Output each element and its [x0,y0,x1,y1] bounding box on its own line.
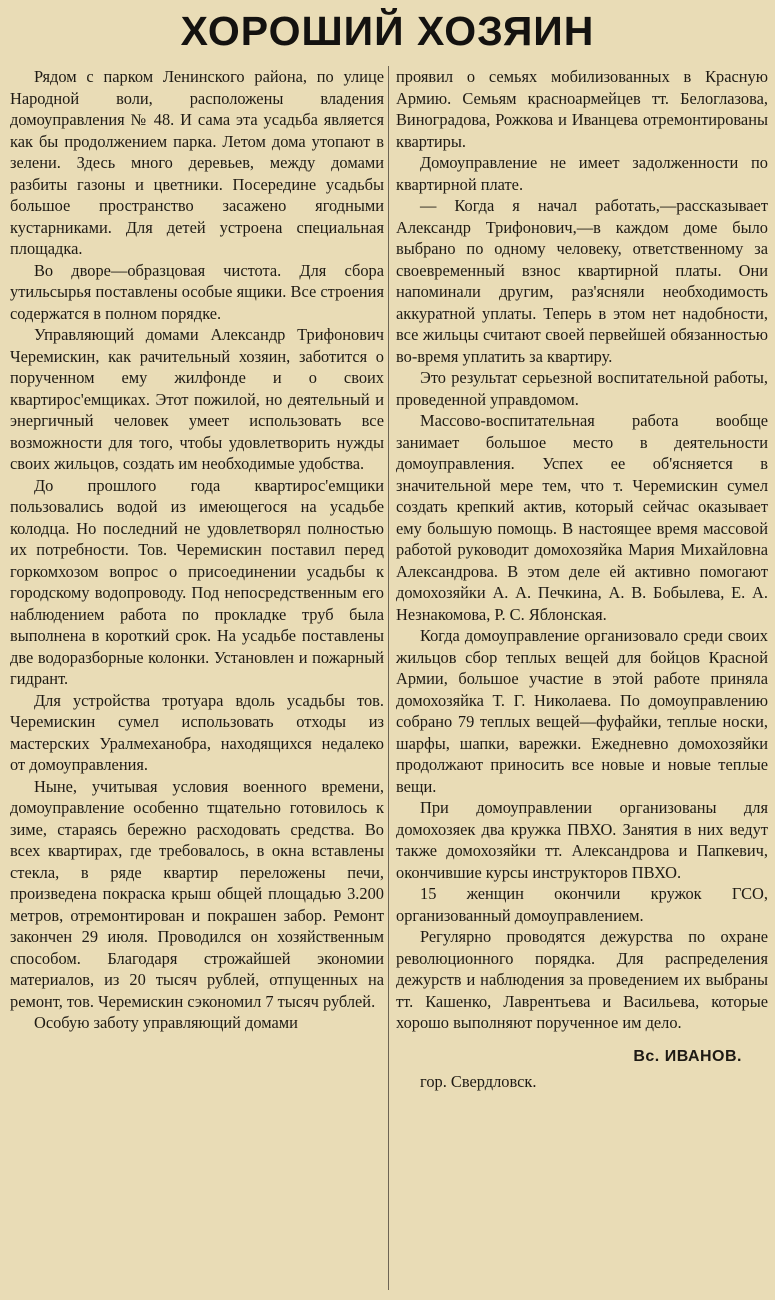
article-paragraph: Домоуправление не имеет задолженности по квартирной плате. [396,153,768,194]
article-paragraph: Когда домоуправление организовало среди своих жильцов сбор теплых вещей для бойцов Красной Армии, большое участие в этой работе приняла домохозяйка Т. Г. Николаева. По домоуправлению собрано 79 теплых вещей—фуфайки, теплые носки, шарфы, шапки, варежки. Ежедневно домохозяйки продолжают приносить все новые и новые теплые вещи. [396,626,768,796]
left-column [10,66,384,1034]
article-paragraph: Во дворе—образцовая чистота. Для сбора утильсырья поставлены особые ящики. Все строения содержатся в полном порядке. [10,260,384,323]
dateline-place: гор. Свердловск. [420,1072,537,1091]
article-paragraph: При домоуправлении организованы для домохозяек два кружка ПВХО. Занятия в них ведут также домохозяйки тт. Александрова и Папкевич, окончившие курсы инструкторов ПВХО. [396,798,768,882]
article-paragraph: Рядом с парком Ленинского района, по улице Народной воли, расположены владения домоуправления № 48. И сама эта усадьба является как бы продолжением парка. Летом дома утопают в зелени. Здесь много деревьев, между домами разбиты газоны и цветники. Посередине усадьбы большое пространство засажено ягодными кустарниками. Для детей устроена специальная площадка. [10,67,384,258]
article-paragraph: — Когда я начал работать,—рассказывает Александр Трифонович,—в каждом доме было выбрано по одному человеку, ответственному за своевременный взнос квартирной платы. Они напоминали другим, раз'ясняли необходимость аккуратной уплаты. Теперь в этом нет надобности, все жильцы считают своей первейшей обязанностью во-время уплатить за квартиру. [396,196,768,366]
article-paragraph: Управляющий домами Александр Трифонович Черемискин, как рачительный хозяин, заботится о порученном ему жилфонде и о своих квартирос'емщиках. Этот пожилой, но деятельный и энергичный человек умеет использовать все возможности для того, чтобы удовлетворить нужды своих жильцов, создать им необходимые удобства. [10,325,384,473]
article-paragraph: проявил о семьях мобилизованных в Красную Армию. Семьям красноармейцев тт. Белоглазова, Виноградова, Рожкова и Иванцева отремонтированы квартиры. [396,67,768,151]
author-signature: Вс. ИВАНОВ. [633,1047,742,1065]
right-column [396,66,768,1093]
article-paragraph: Для устройства тротуара вдоль усадьбы тов. Черемискин сумел использовать отходы из мастерских Уралмеханобра, находящихся недалеко от домоуправления. [10,690,384,774]
article-paragraph: Ныне, учитывая условия военного времени, домоуправление особенно тщательно готовилось к зиме, стараясь бережно расходовать средства. Во всех квартирах, где требовалось, в окна вставлены стекла, в ряде квартир переложены печи, произведена покраска крыш общей площадью 3.200 метров, отремонтирован и покрашен забор. Ремонт закончен 29 июля. Проводился он хозяйственным способом. Благодаря строжайшей экономии материалов, из 20 тысяч рублей, отпущенных на ремонт, тов. Черемискин сэкономил 7 тысяч рублей. [10,776,384,1011]
article-paragraph: До прошлого года квартирос'емщики пользовались водой из имеющегося на усадьбе колодца. Но последний не удовлетворял полностью их потребности. Тов. Черемискин поставил перед горкомхозом вопрос о присоединении усадьбы к городскому водопроводу. Под непосредственным его наблюдением работа по прокладке труб была выполнена в короткий срок. На усадьбе поставлены две водоразборные колонки. Установлен и пожарный гидрант. [10,475,384,688]
article-paragraph: Массово-воспитательная работа вообще занимает большое место в деятельности домоуправления. Успех ее об'ясняется в значительной мере тем, что т. Черемискин сумел создать крепкий актив, который сейчас оказывает ему большую помощь. В настоящее время массовой работой руководит домохозяйка Мария Михайловна Александрова. В этом деле ей активно помогают домохозяйки А. А. Печкина, А. В. Бобылева, Е. А. Незнакомова, Р. С. Яблонская. [396,411,768,624]
column-divider [388,66,389,1290]
article-paragraph: 15 женщин окончили кружок ГСО, организованный домоуправлением. [396,884,768,925]
article-paragraph: Регулярно проводятся дежурства по охране революционного порядка. Для распределения дежурств и наблюдения за проведением их выбраны тт. Кашенко, Лаврентьева и Васильева, которые хорошо выполняют порученное им дело. [396,927,768,1032]
article-headline: ХОРОШИЙ ХОЗЯИН [180,8,595,54]
article-paragraph: Это результат серьезной воспитательной работы, проведенной управдомом. [396,368,768,409]
article-paragraph: Особую заботу управляющий домами [34,1013,298,1032]
